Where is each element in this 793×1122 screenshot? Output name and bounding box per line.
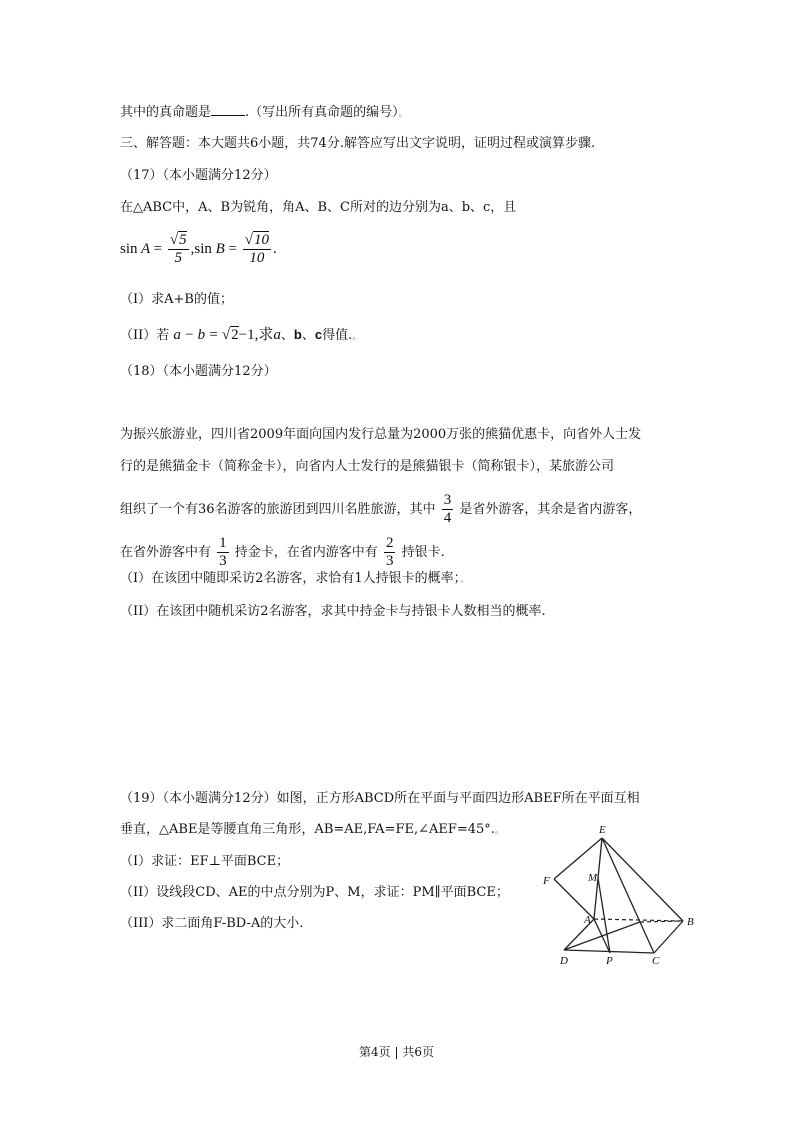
q18-part2: （II）在该团中随机采访2名游客，求其中持金卡与持银卡人数相当的概率. [120,604,546,619]
edge-EC [602,838,654,953]
q17-header: （17）（本小题满分12分） [120,168,277,183]
q17-formula: sin A = $\frac{√5}{5}$ ,sin B = $\frac{√10}{10}$ . [120,232,277,266]
label-C: C [652,955,660,967]
q19-part2: （II）设线段CD、AE的中点分别为P、M，求证：PM∥平面BCE； [120,885,509,900]
label-M: M [588,872,598,884]
label-P: P [606,955,613,967]
fraction-2-3: $\frac{2}{3}$ [385,535,394,569]
q19-part1: （I）求证：EF⊥平面BCE； [120,854,290,869]
q19-line2: 垂直，△ABE是等腰直角三角形，AB=AE,FA=FE,∠AEF=45°.。 [120,822,504,837]
q18-line4: 在省外游客中有 $\frac{1}{3}$ 持金卡，在省内游客中有 $\frac{2}{3}$ 持银卡. [120,535,445,569]
edge-DB-dashed [640,921,683,922]
label-F: F [543,875,550,887]
q17-part2: （II）若 a − b = √2−1,求a、b、c得值.。 [120,327,362,343]
edge-DB-solid [564,922,640,950]
line-text-post: .（写出所有真命题的编号） [245,105,399,120]
q18-line3: 组织了一个有36名游客的旅游团到四川名胜旅游，其中 $\frac{3}{4}$ 是省外游客，其余是省内游客， [120,492,642,526]
edge-FA [554,879,594,919]
q19-line1: （19）（本小题满分12分）如图，正方形ABCD所在平面与平面四边形ABEF所在平面互相 [120,791,640,806]
label-D: D [560,955,568,967]
section-heading: 三、解答题：本大题共6小题，共74分.解答应写出文字说明，证明过程或演算步骤. [120,136,596,151]
line-text: 其中的真命题是 [120,105,212,120]
label-A: A [584,914,591,926]
q19-part3: （III）求二面角F-BD-A的大小. [120,916,304,931]
label-E: E [599,824,606,836]
fraction-3-4: $\frac{3}{4}$ [443,492,452,526]
fraction-1-3: $\frac{1}{3}$ [219,535,227,569]
q18-line2: 行的是熊猫金卡（简称金卡），向省内人士发行的是熊猫银卡（简称银卡），某旅游公司 [120,459,615,474]
q17-stem: 在△ABC中，A、B为锐角，角A、B、C所对的边分别为a、b、c，且 [120,200,517,215]
fraction-sqrt10-over-10: $\frac{√10}{10}$ [244,232,269,266]
q18-line1: 为振兴旅游业，四川省2009年面向国内发行总量为2000万张的熊猫优惠卡，向省外人士发 [120,427,642,442]
label-B: B [687,916,694,928]
q18-header: （18）（本小题满分12分） [120,364,277,379]
edit-mark: 。 [398,109,408,119]
page-footer: 第4页 | 共6页 [359,1045,434,1059]
geometry-figure [540,818,710,968]
q17-part1: （I）求A+B的值； [120,292,233,307]
fraction-sqrt5-over-5: $\frac{√5}{5}$ [169,232,187,266]
edge-EB [602,838,683,921]
answer-blank-line [120,103,408,123]
q18-part1: （I）在该团中随即采访2名游客，求恰有1人持银卡的概率；。 [120,571,470,586]
edge-CB [654,921,683,953]
fill-blank[interactable] [211,103,245,116]
